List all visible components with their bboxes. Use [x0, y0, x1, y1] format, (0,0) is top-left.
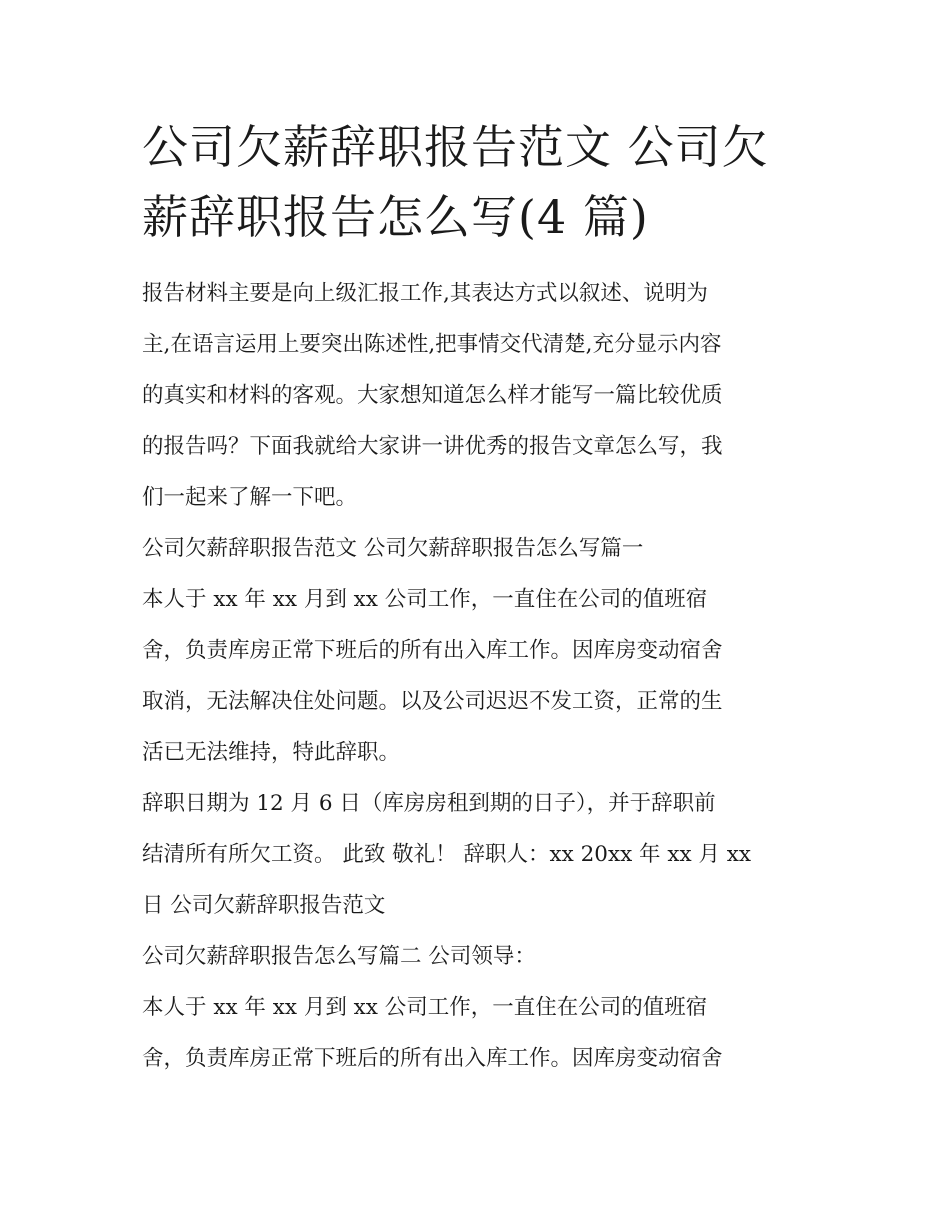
text-line: 取消，无法解决住处问题。以及公司迟迟不发工资，正常的生 [142, 689, 723, 714]
title-line: 薪辞职报告怎么写(4 篇) [142, 190, 649, 244]
text-line: 辞职日期为 12 月 6 日（库房房租到期的日子），并于辞职前 [142, 791, 716, 816]
text-line: 公司欠薪辞职报告范文 公司欠薪辞职报告怎么写篇一 [142, 536, 644, 561]
text-line: 们一起来了解一下吧。 [142, 485, 358, 510]
text-line: 结清所有所欠工资。 此致 敬礼！ 辞职人：xx 20xx 年 xx 月 xx [142, 842, 752, 867]
text-line: 舍，负责库房正常下班后的所有出入库工作。因库房变动宿舍 [142, 638, 723, 663]
title-line: 公司欠薪辞职报告范文 公司欠 [142, 120, 769, 174]
paragraph-two-body [142, 982, 814, 1084]
document-body [142, 268, 814, 1084]
text-line: 日 公司欠薪辞职报告范文 [142, 893, 386, 918]
text-line: 的真实和材料的客观。大家想知道怎么样才能写一篇比较优质 [142, 383, 723, 408]
document-title [142, 112, 814, 252]
paragraph-intro [142, 268, 814, 523]
section-heading-two [142, 931, 814, 982]
text-line: 公司欠薪辞职报告怎么写篇二 公司领导： [142, 944, 536, 969]
text-line: 主,在语言运用上要突出陈述性,把事情交代清楚,充分显示内容 [142, 332, 722, 357]
paragraph-one-body [142, 574, 814, 778]
text-line: 的报告吗？下面我就给大家讲一讲优秀的报告文章怎么写，我 [142, 434, 723, 459]
document-page [142, 112, 814, 1084]
text-line: 舍，负责库房正常下班后的所有出入库工作。因库房变动宿舍 [142, 1046, 723, 1071]
paragraph-one-closing [142, 778, 814, 931]
text-line: 活已无法维持，特此辞职。 [142, 740, 401, 765]
text-line: 报告材料主要是向上级汇报工作,其表达方式以叙述、说明为 [142, 281, 708, 306]
section-heading-one [142, 523, 814, 574]
text-line: 本人于 xx 年 xx 月到 xx 公司工作，一直住在公司的值班宿 [142, 587, 708, 612]
text-line: 本人于 xx 年 xx 月到 xx 公司工作，一直住在公司的值班宿 [142, 995, 708, 1020]
